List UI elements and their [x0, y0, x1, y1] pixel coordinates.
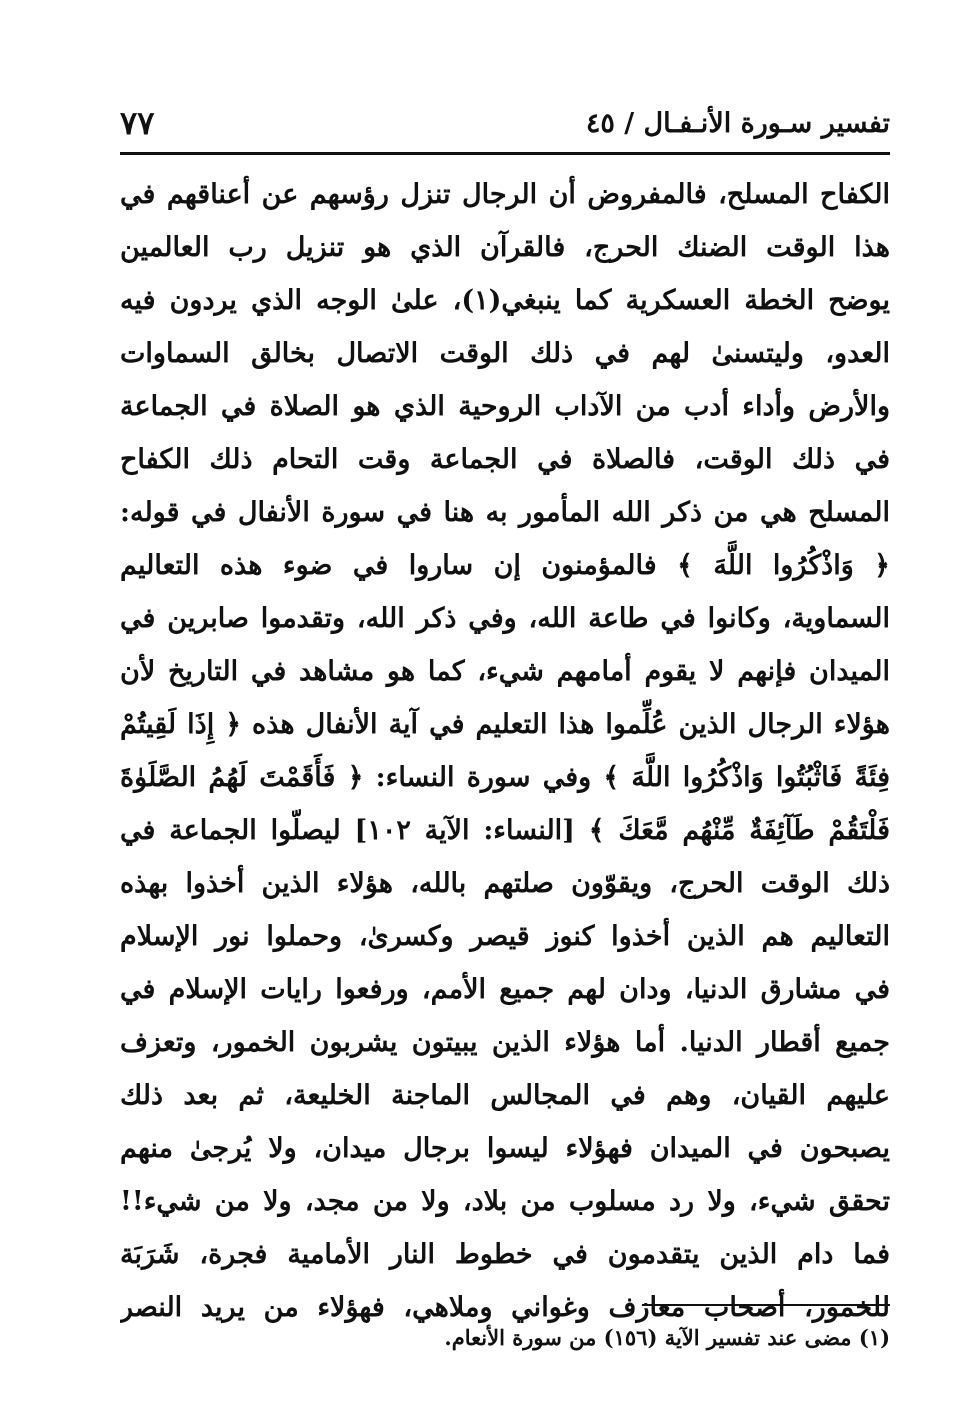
page-header [120, 100, 890, 150]
running-title: تفسير سـورة الأنـفـال / ٤٥ [585, 108, 890, 139]
text-line: الميدان فإنهم لا يقوم أمامهم شيء، كما هو مشاهد في التاريخ لأن [120, 656, 890, 687]
page-number: ٧٧ [120, 104, 155, 142]
text-line: والأرض وأداء أدب من الآداب الروحية الذي هو الصلاة في الجماعة [120, 391, 890, 422]
text-line: للخمور، أصحاب معازف وغواني وملاهي، فهؤلاء من يريد النصر [120, 1292, 890, 1323]
text-line: التعاليم هم الذين أخذوا كنوز قيصر وكسرىٰ، وحملوا نور الإسلام [120, 921, 890, 952]
text-line: ذلك الوقت الحرج، ويقوّون صلتهم بالله، هؤلاء الذين أخذوا بهذه [120, 868, 890, 899]
text-line: تحقق شيء، ولا رد مسلوب من بلاد، ولا من مجد، ولا من شيء!! [120, 1186, 890, 1217]
text-line: يصبحون في الميدان فهؤلاء ليسوا برجال ميدان، ولا يُرجىٰ منهم [120, 1133, 890, 1164]
text-line: فما دام الذين يتقدمون في خطوط النار الأمامية فجرة، شَرَبَة [120, 1239, 890, 1270]
text-line: المسلح هي من ذكر الله المأمور به هنا في سورة الأنفال في قوله: [120, 497, 890, 528]
text-line: فِئَةً فَاثْبُتُوا وَاذْكُرُوا اللَّهَ ﴾ وفي سورة النساء: ﴿ فَأَقَمْتَ لَهُمُ الصَّلَوٰةَ [120, 762, 890, 793]
text-line: العدو، وليتسنىٰ لهم في ذلك الوقت الاتصال بخالق السماوات [120, 338, 890, 369]
text-line: هؤلاء الرجال الذين عُلِّموا هذا التعليم في آية الأنفال هذه ﴿ إِذَا لَقِيتُمْ [120, 709, 890, 740]
footnote-rule [642, 1304, 890, 1306]
header-rule [120, 152, 890, 155]
text-line: ﴿ وَاذْكُرُوا اللَّهَ ﴾ فالمؤمنون إن ساروا في ضوء هذه التعاليم [120, 550, 890, 581]
text-line: عليهم القيان، وهم في المجالس الماجنة الخليعة، ثم بعد ذلك [120, 1080, 890, 1111]
body-text [120, 168, 890, 1334]
text-line: السماوية، وكانوا في طاعة الله، وفي ذكر الله، وتقدموا صابرين في [120, 603, 890, 634]
text-line: في مشارق الدنيا، ودان لهم جميع الأمم، ورفعوا رايات الإسلام في [120, 974, 890, 1005]
text-line: الكفاح المسلح، فالمفروض أن الرجال تنزل رؤسهم عن أعناقهم في [120, 179, 890, 210]
text-line: فَلْتَقُمْ طَآئِفَةٌ مِّنْهُم مَّعَكَ ﴾ [النساء: الآية ١٠٢] ليصلّوا الجماعة في [120, 815, 890, 846]
footnote: (١) مضى عند تفسير الآية (١٥٦) من سورة الأنعام. [444, 1325, 890, 1350]
text-line: يوضح الخطة العسكرية كما ينبغي(١)، علىٰ الوجه الذي يردون فيه [120, 285, 890, 316]
text-line: جميع أقطار الدنيا. أما هؤلاء الذين يبيتون يشربون الخمور، وتعزف [120, 1027, 890, 1058]
text-line: في ذلك الوقت، فالصلاة في الجماعة وقت التحام ذلك الكفاح [120, 444, 890, 475]
text-line: هذا الوقت الضنك الحرج، فالقرآن الذي هو تنزيل رب العالمين [120, 232, 890, 263]
